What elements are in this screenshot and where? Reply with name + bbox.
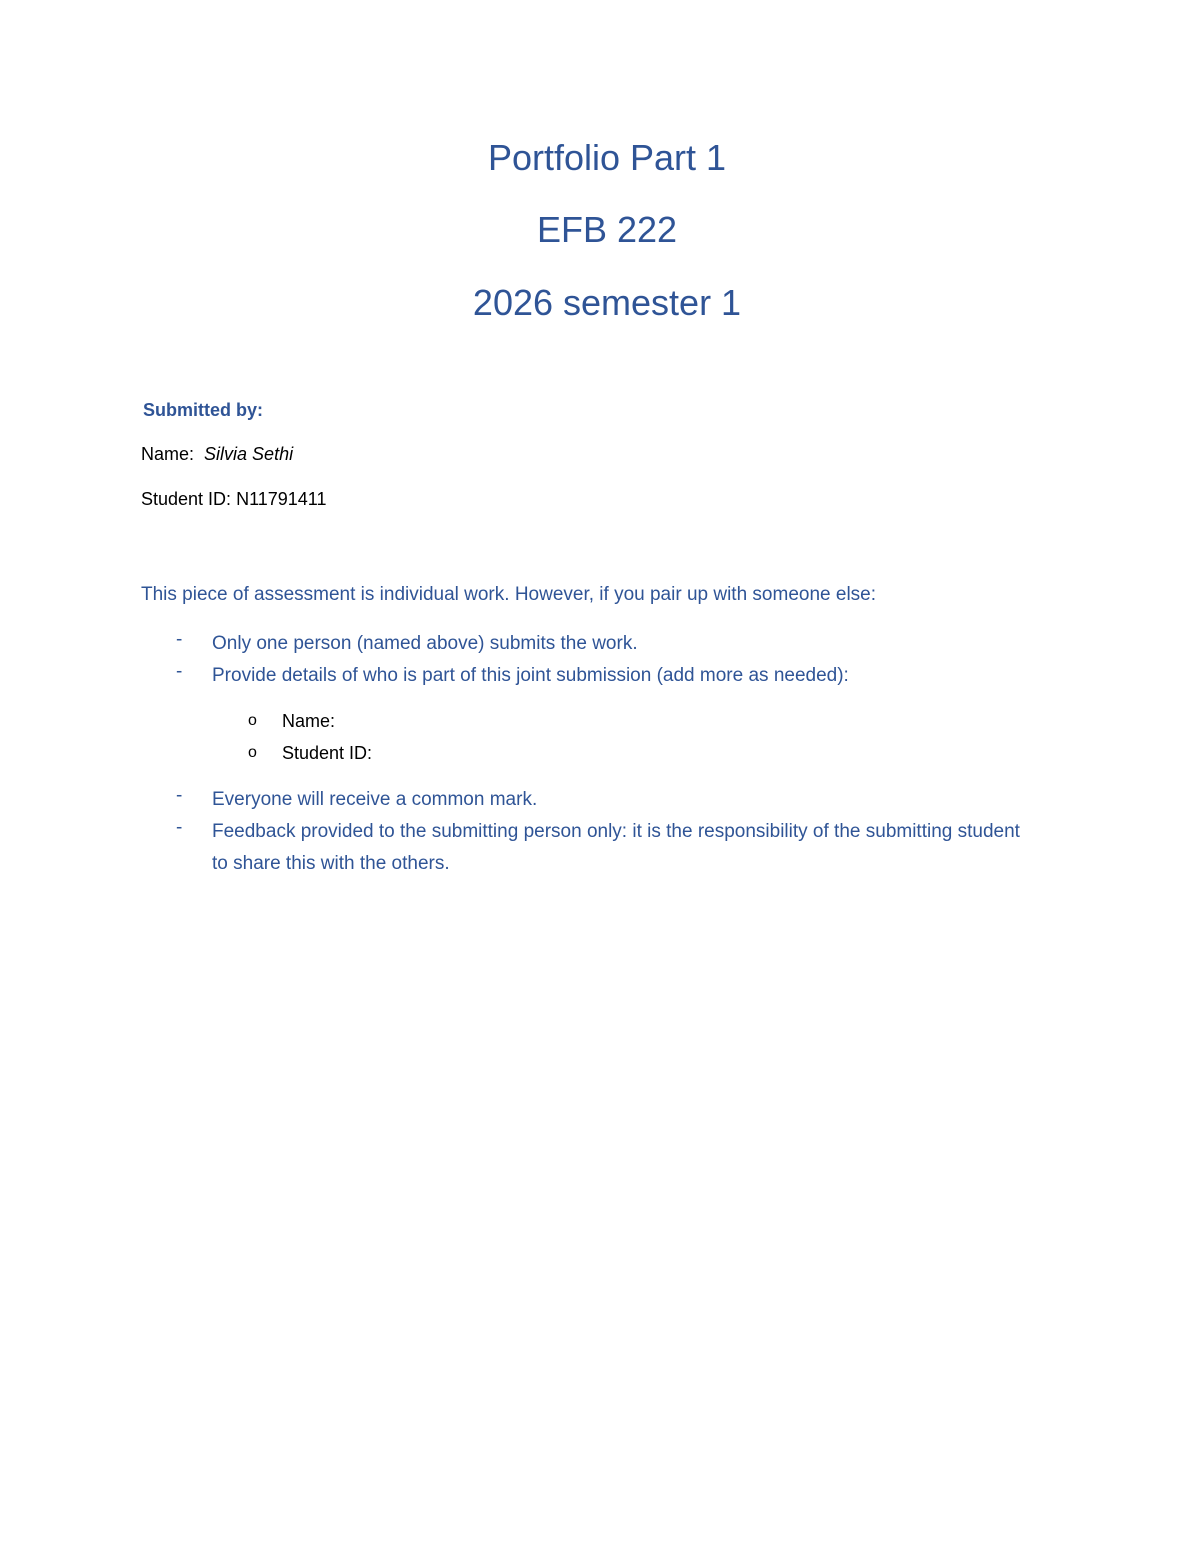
student-id-value: N11791411 xyxy=(236,489,327,509)
name-label: Name: xyxy=(141,444,195,464)
instructions-intro: This piece of assessment is individual work. However, if you pair up with someone else: xyxy=(141,584,877,605)
sub-list-item xyxy=(248,741,372,765)
submitted-by-heading: Submitted by: xyxy=(143,400,263,420)
circle-bullet: o xyxy=(248,712,257,729)
circle-bullet: o xyxy=(248,744,257,761)
dash-bullet: - xyxy=(176,817,183,838)
list-item xyxy=(176,784,1036,816)
student-id-label: Student ID: xyxy=(141,489,232,509)
sub-list-item xyxy=(248,709,335,733)
semester-label: 2026 semester 1 xyxy=(472,282,742,323)
name-value: Silvia Sethi xyxy=(204,444,294,464)
list-item-text: Provide details of who is part of this joint submission (add more as needed): xyxy=(212,665,849,686)
sub-list-item-text: Name: xyxy=(282,711,336,731)
list-item-text: Only one person (named above) submits the work. xyxy=(212,633,638,654)
sub-list-item-text: Student ID: xyxy=(282,743,373,763)
dash-bullet: - xyxy=(176,629,183,650)
list-item xyxy=(176,816,1036,880)
list-item xyxy=(176,660,1036,692)
list-item xyxy=(176,628,1036,660)
document-title: Portfolio Part 1 xyxy=(487,137,727,178)
student-name-line xyxy=(141,442,293,466)
list-item-text: Feedback provided to the submitting person only: it is the responsibility of the submitting student to share this with the others. xyxy=(212,821,1020,874)
dash-bullet: - xyxy=(176,785,183,806)
course-code: EFB 222 xyxy=(536,209,678,250)
list-item-text: Everyone will receive a common mark. xyxy=(212,789,538,810)
dash-bullet: - xyxy=(176,661,183,682)
student-id-line xyxy=(141,487,327,511)
